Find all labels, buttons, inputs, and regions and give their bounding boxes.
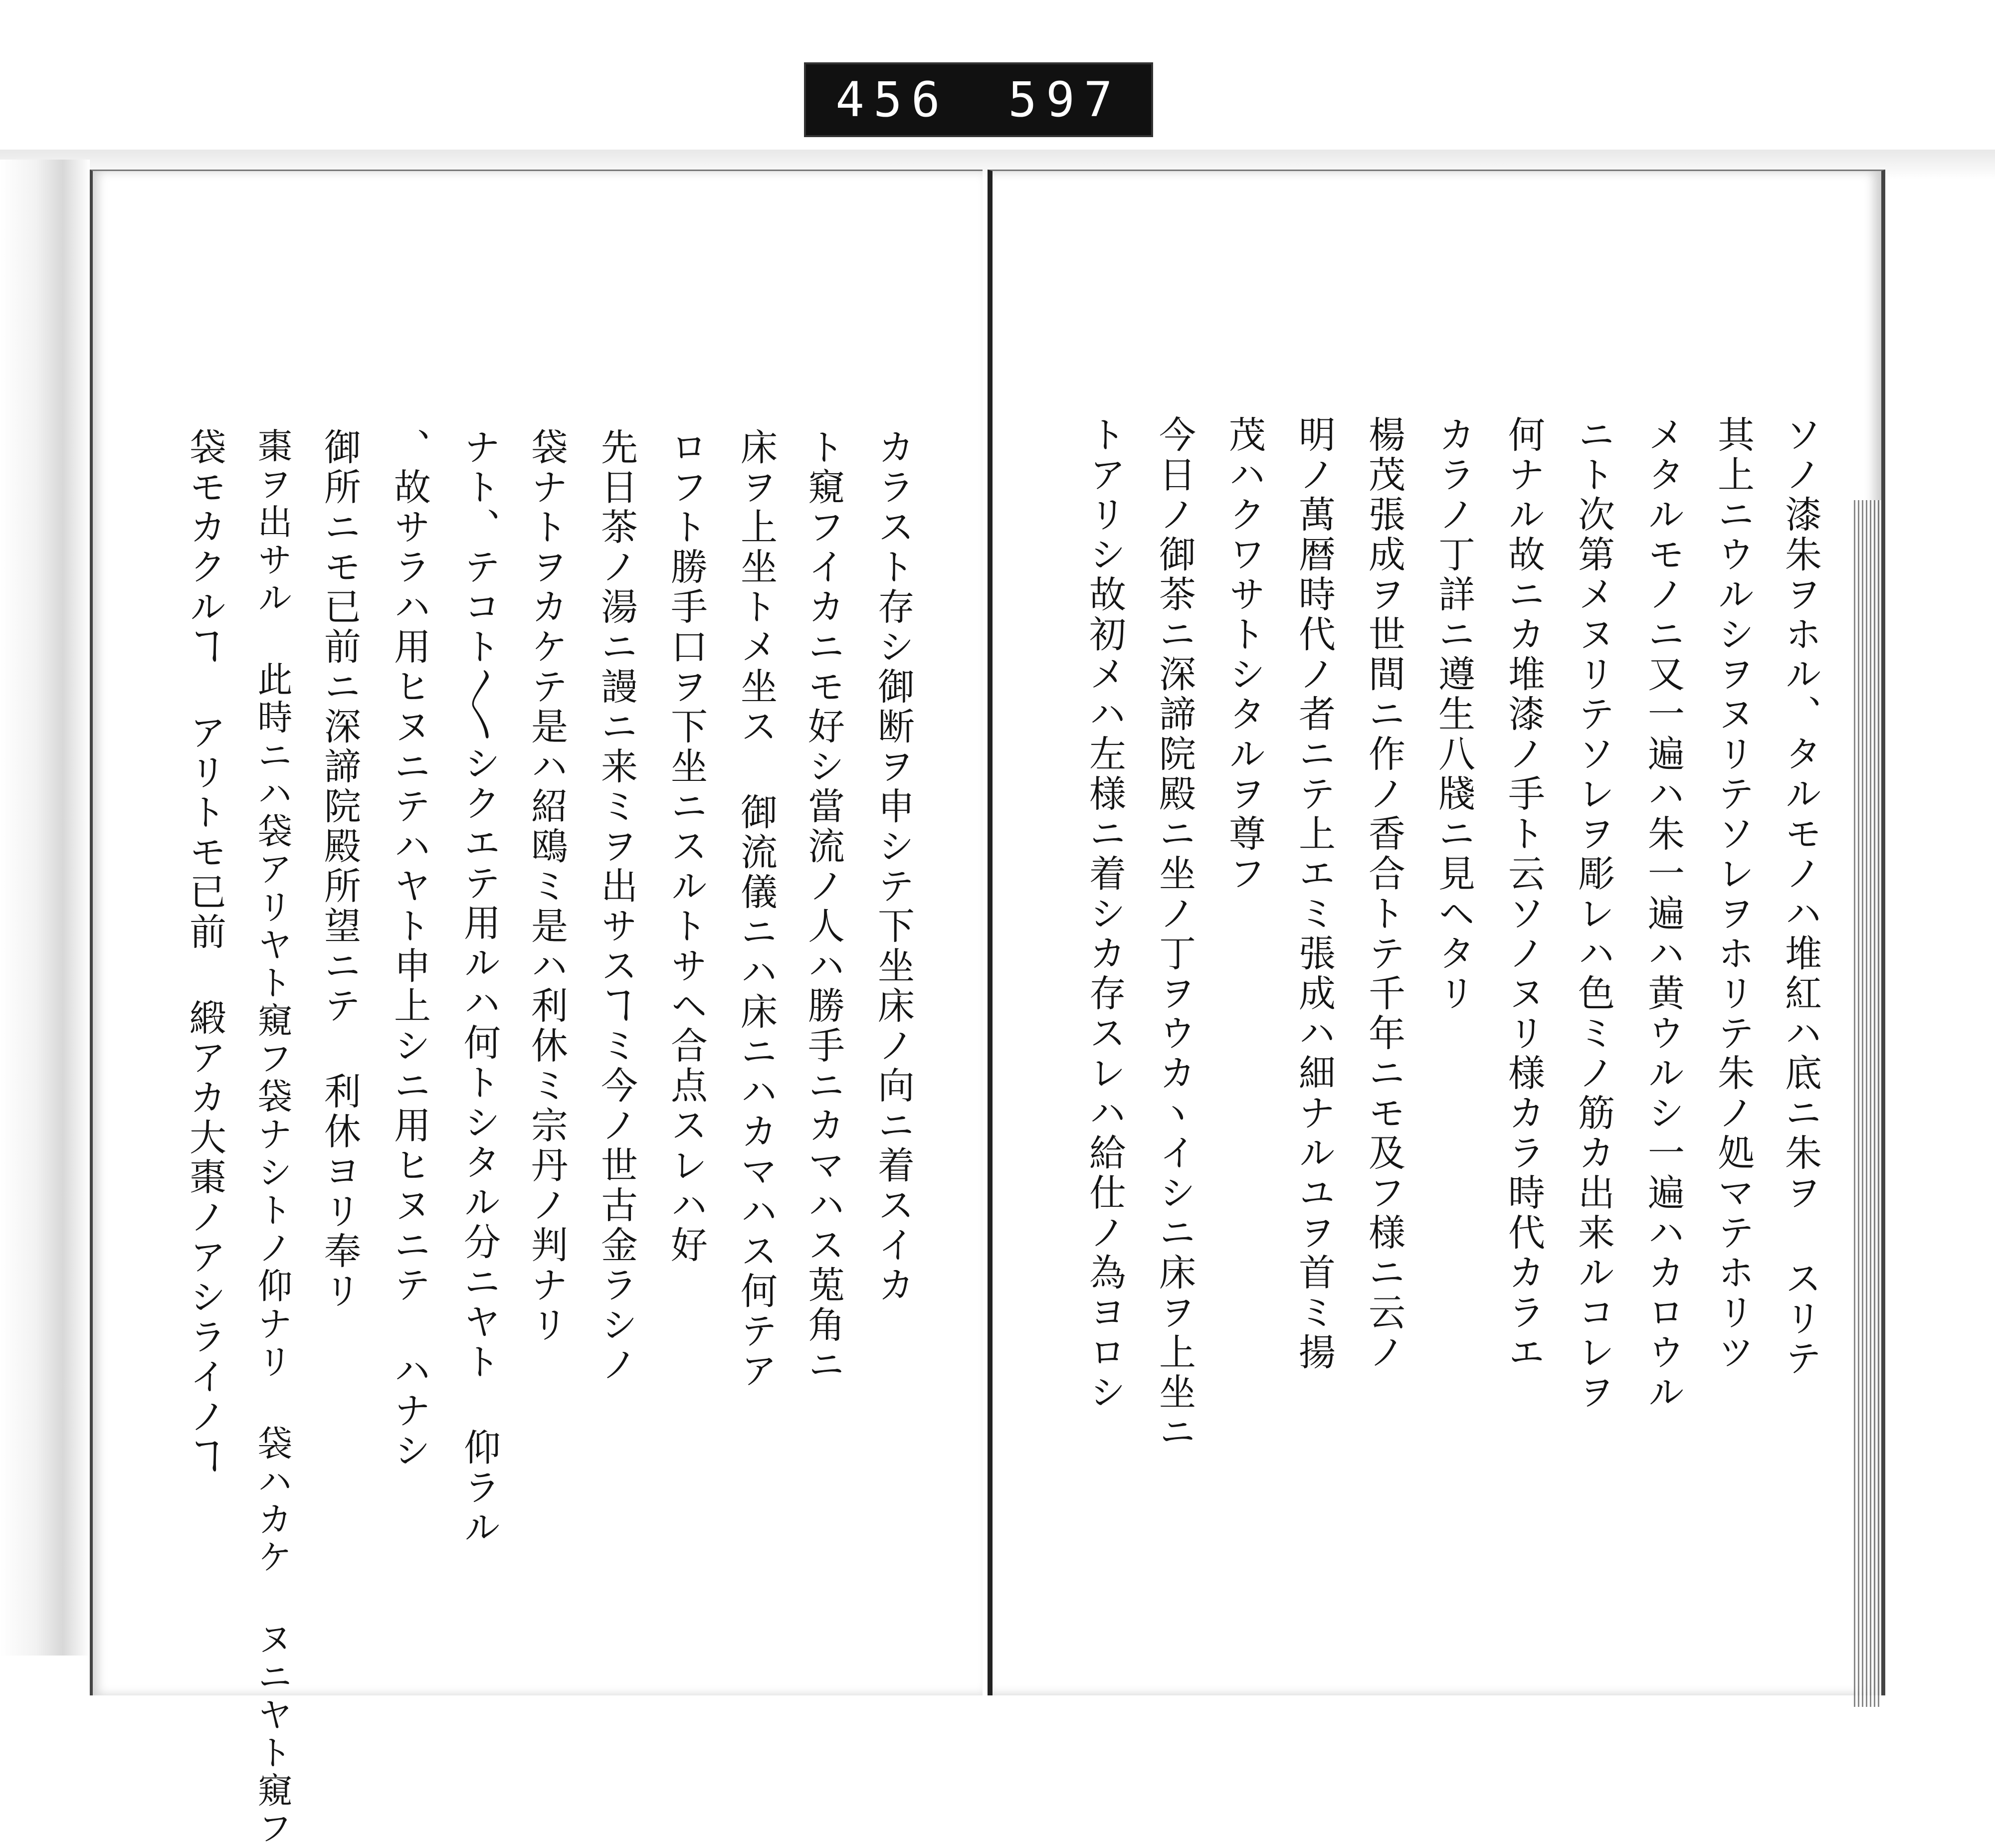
right-column-6: カラノ丁詳ニ遵生八牋ニ見ヘタリ bbox=[1432, 415, 1475, 1014]
archive-left-number: 456 bbox=[835, 72, 949, 128]
left-column-7: ナト、テコト〳〵シクエテ用ルハ何トシタル分ニヤト 仰ラル bbox=[458, 428, 501, 1548]
left-column-1: カラスト存シ御断ヲ申シテ下坐床ノ向ニ着スイカ bbox=[872, 428, 915, 1305]
left-column-9: 御所ニモ已前ニ深諦院殿所望ニテ 利休ヨリ奉リ bbox=[318, 428, 361, 1311]
scan-left-margin bbox=[0, 160, 90, 1656]
left-column-6: 袋ナトヲカケテ是ハ紹鴎ミ是ハ利休ミ宗丹ノ判ナリ bbox=[525, 428, 568, 1345]
right-column-5: 何ナル故ニカ堆漆ノ手ト云ソノヌリ様カラ時代カラエ bbox=[1502, 415, 1545, 1373]
right-column-1: ソノ漆朱ヲホル、タルモノハ堆紅ハ底ニ朱ヲ スリテ bbox=[1779, 415, 1822, 1379]
archive-right-number: 597 bbox=[1008, 72, 1122, 128]
left-column-2: ト窺フイカニモ好シ當流ノ人ハ勝手ニカマハス莵角ニ bbox=[802, 428, 845, 1385]
left-column-8: 、故サラハ用ヒヌニテハヤト申上シニ用ヒヌニテ ハナシ bbox=[388, 428, 431, 1471]
right-column-3: メタルモノニ又一遍ハ朱一遍ハ黄ウルシ一遍ハカロウル bbox=[1642, 415, 1685, 1413]
right-column-4: ニト次第メヌリテソレヲ彫レハ色ミノ筋カ出来ルコレヲ bbox=[1572, 415, 1615, 1413]
archive-number-label bbox=[804, 62, 1153, 137]
left-column-3: 床ヲ上坐トメ坐ス 御流儀ニハ床ニハカマハス何テア bbox=[735, 428, 778, 1391]
right-column-7: 楊茂張成ヲ世間ニ作ノ香合トテ千年ニモ及フ様ニ云ノ bbox=[1363, 415, 1405, 1373]
page-edge-stack bbox=[1854, 500, 1881, 1707]
open-book bbox=[80, 160, 1915, 1848]
left-column-10: 棗ヲ出サル 此時ニハ袋アリヤト窺フ袋ナシトノ仰ナリ 袋ハカケ ヌニヤト窺フ bbox=[252, 428, 293, 1848]
left-column-4: ロフト勝手口ヲ下坐ニスルトサヘ合点スレハ好 bbox=[665, 428, 708, 1266]
left-column-11: 袋モカクルヿ アリトモ已前 緞アカ大棗ノアシライノヿ bbox=[184, 428, 226, 1477]
right-column-10: 今日ノ御茶ニ深諦院殿ニ坐ノ丁ヲウカヽイシニ床ヲ上坐ニ bbox=[1153, 415, 1196, 1453]
left-column-5: 先日茶ノ湯ニ謾ニ来ミヲ出サスヿミ今ノ世古金ラシノ bbox=[595, 428, 638, 1385]
right-page bbox=[988, 170, 1885, 1695]
right-column-9: 茂ハクワサトシタルヲ尊フ bbox=[1223, 415, 1266, 894]
right-column-2: 其上ニウルシヲヌリテソレヲホリテ朱ノ処マテホリツ bbox=[1712, 415, 1755, 1373]
right-column-8: 明ノ萬暦時代ノ者ニテ上エミ張成ハ細ナルユヲ首ミ揚 bbox=[1293, 415, 1336, 1373]
right-column-11: トアリシ故初メハ左様ニ着シカ存スレハ給仕ノ為ヨロシ bbox=[1083, 415, 1126, 1413]
left-page bbox=[90, 170, 983, 1848]
